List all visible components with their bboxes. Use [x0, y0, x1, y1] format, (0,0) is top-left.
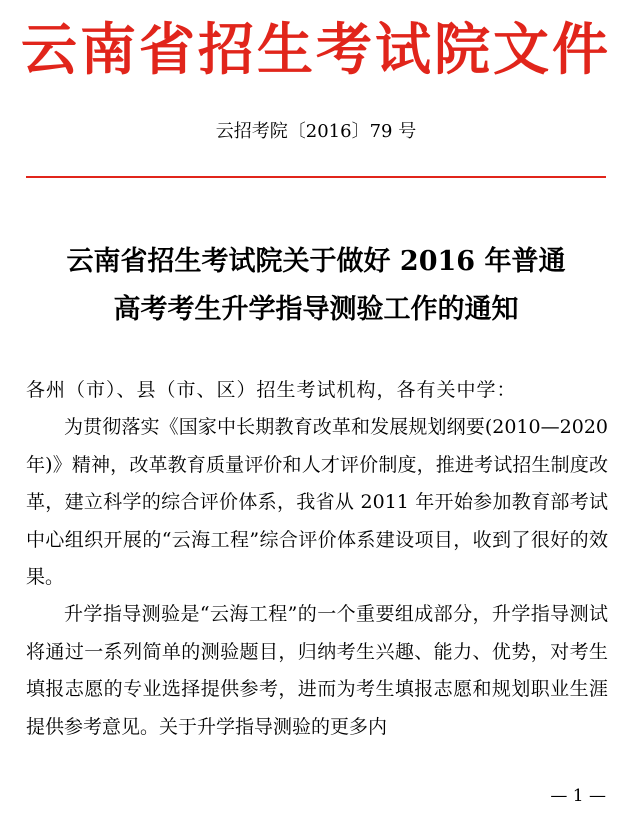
body-paragraph-1: 为贯彻落实《国家中长期教育改革和发展规划纲要(2010—2020 年)》精神，改革教育质量评价和人才评价制度，推进考试招生制度改革，建立科学的综合评价体系，我省从 2011 年开始参加教育部考试中心组织开展的“云海工程”综合评价体系建设项目，收到了很好的效果。 — [26, 416, 608, 589]
red-divider-line — [26, 176, 606, 178]
document-number: 云招考院〔2016〕79 号 — [215, 121, 417, 142]
page-number: — 1 — — [550, 786, 606, 806]
notice-title-line-1: 云南省招生考试院关于做好 2016 年普通 — [66, 246, 566, 277]
notice-title-line-2: 高考考生升学指导测验工作的通知 — [113, 294, 519, 325]
document-body — [26, 372, 608, 746]
body-paragraph-2: 升学指导测验是“云海工程”的一个重要组成部分，升学指导测试将通过一系列简单的测验题目，归纳考生兴趣、能力、优势，对考生填报志愿的专业选择提供参考，进而为考生填报志愿和规划职业生涯提供参考意见。关于升学指导测验的更多内 — [26, 603, 608, 738]
document-header-title: 云南省招生考试院文件 — [21, 17, 611, 83]
salutation: 各州（市）、县（市、区）招生考试机构，各有关中学： — [26, 379, 517, 401]
notice-title — [0, 238, 632, 334]
